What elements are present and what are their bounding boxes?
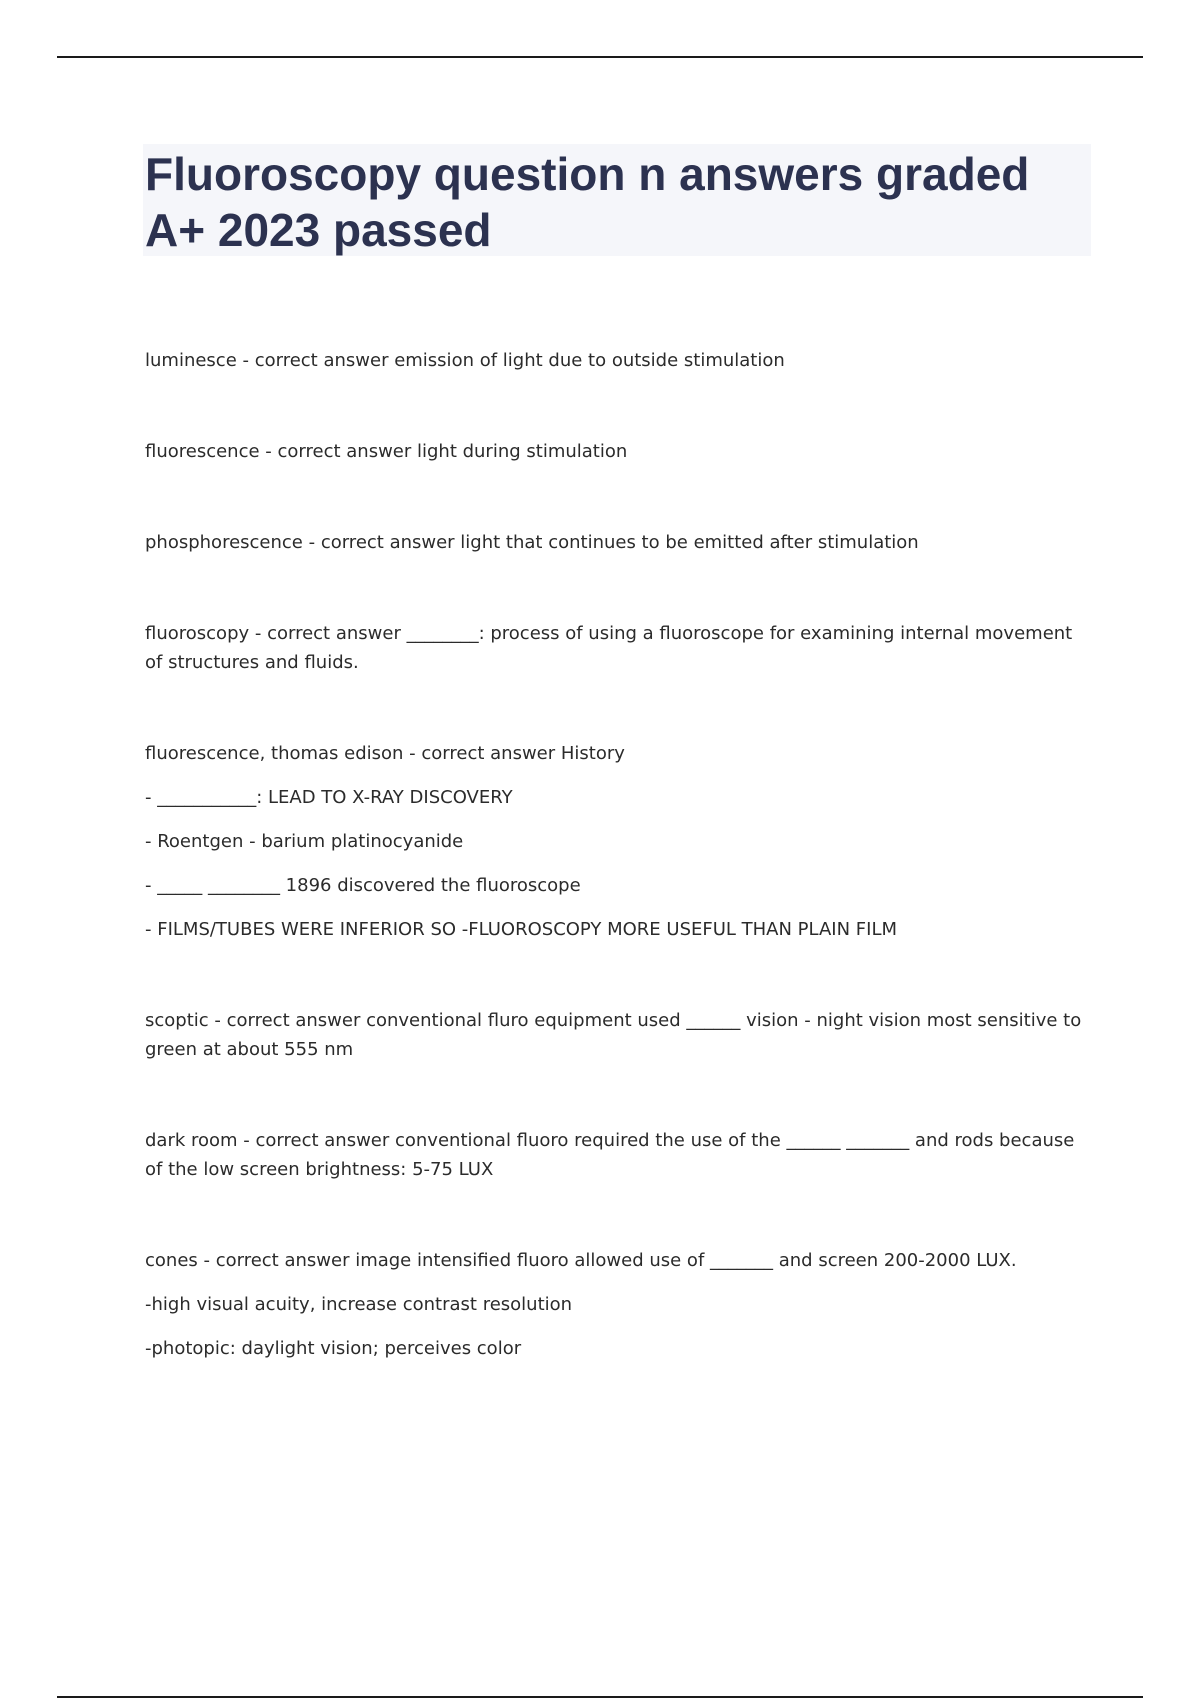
header-rule [57,56,1143,58]
entry-text: dark room - correct answer conventional fluoro required the use of the ______ _______ and rods because of the low screen brightness: 5-75 LUX [145,1130,1075,1180]
entry-text: fluoroscopy - correct answer ________: process of using a fluoroscope for examining internal movement of structures and fluids. [145,623,1073,673]
entry-text: fluorescence - correct answer light during stimulation [145,441,628,462]
entry-text: luminesce - correct answer emission of light due to outside stimulation [145,350,785,371]
document-title: Fluoroscopy question n answers graded A+ 2023 passed [145,148,1030,256]
entry-text: fluorescence, thomas edison - correct answer History [145,743,625,764]
footer-rule [57,1696,1143,1698]
qa-entry [145,619,1090,677]
entry-text: cones - correct answer image intensified fluoro allowed use of _______ and screen 200-2000 LUX. [145,1250,1017,1271]
entry-subline: - ___________: LEAD TO X-RAY DISCOVERY [145,787,513,808]
entry-subline: -photopic: daylight vision; perceives color [145,1338,522,1359]
qa-entry [145,346,1090,375]
entry-subline: - Roentgen - barium platinocyanide [145,831,464,852]
entry-subline: -high visual acuity, increase contrast resolution [145,1294,573,1315]
qa-entry [145,1126,1090,1184]
entry-text: phosphorescence - correct answer light that continues to be emitted after stimulation [145,532,919,553]
qa-entry [145,437,1090,466]
qa-entry [145,1246,1090,1363]
qa-entry [145,1006,1090,1064]
entry-subline: - _____ ________ 1896 discovered the fluoroscope [145,875,581,896]
qa-entry [145,528,1090,557]
entry-subline: - FILMS/TUBES WERE INFERIOR SO -FLUOROSCOPY MORE USEFUL THAN PLAIN FILM [145,919,898,940]
qa-entry [145,739,1090,944]
qa-list [145,346,1090,1425]
entry-text: scoptic - correct answer conventional fluro equipment used ______ vision - night vision most sensitive to green at about 555 nm [145,1010,1082,1060]
